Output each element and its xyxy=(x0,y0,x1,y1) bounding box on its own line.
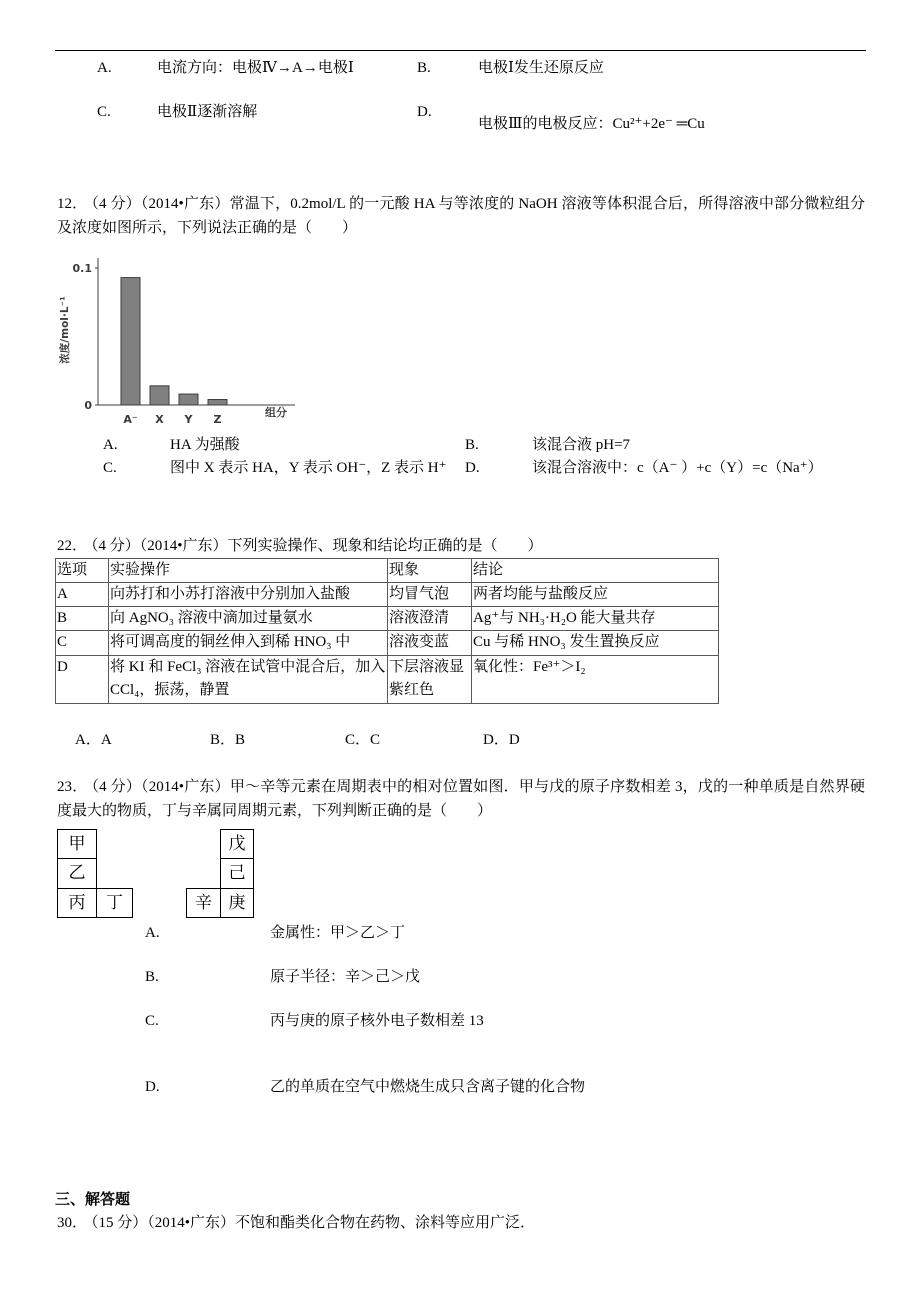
element-cell-jia: 甲 xyxy=(57,829,97,859)
option-a-text: 电流方向：电极Ⅳ→A→电极Ⅰ xyxy=(157,60,354,76)
chart-marks xyxy=(73,262,228,426)
table-cell-operation: 向苏打和小苏打溶液中分别加入盐酸 xyxy=(109,583,388,607)
answer-b xyxy=(210,730,245,750)
option-d-label: D. xyxy=(417,104,432,120)
question-score: （4 分） xyxy=(91,196,141,212)
header-cell-operation: 实验操作 xyxy=(109,559,388,583)
option-c-label: C. xyxy=(97,104,111,120)
x-axis-label: 组分 xyxy=(265,406,287,419)
bar-x xyxy=(150,386,169,405)
option-d-text: 该混合溶液中：c（A⁻ ）+c（Y）=c（Na⁺） xyxy=(532,460,823,476)
question-score: （4 分） xyxy=(91,779,142,795)
element-cell-bing: 丙 xyxy=(57,888,97,918)
question-source: （2014•广东） xyxy=(147,1215,236,1231)
question-source: （2014•广东） xyxy=(141,779,230,795)
option-b-text: 原子半径：辛＞己＞戊 xyxy=(270,969,421,985)
question-stem xyxy=(57,192,865,240)
answer-text: C xyxy=(370,732,381,748)
header-cell-option: 选项 xyxy=(56,559,109,583)
question-score: （15 分） xyxy=(91,1215,148,1231)
option-a-label: A. xyxy=(97,60,112,76)
bar-y xyxy=(179,394,198,405)
answer-c xyxy=(345,730,380,750)
table-cell-conclusion: Ag⁺与 NH₃·H₂O 能大量共存 xyxy=(472,607,719,631)
table-row xyxy=(56,583,719,607)
table-cell-operation: 向 AgNO₃ 溶液中滴加过量氨水 xyxy=(109,607,388,631)
question-source: （2014•广东） xyxy=(140,196,230,212)
table-cell-option: C xyxy=(56,631,109,656)
y-tick-label: 0 xyxy=(84,399,92,412)
table-cell-option: A xyxy=(56,583,109,607)
table-cell-operation: 将 KI 和 FeCl₃ 溶液在试管中混合后，加入 CCl₄，振荡，静置 xyxy=(109,656,388,704)
question-stem xyxy=(57,1211,865,1235)
table-cell-phenomenon: 溶液变蓝 xyxy=(388,631,472,656)
table-cell-operation: 将可调高度的铜丝伸入到稀 HNO₃ 中 xyxy=(109,631,388,656)
bar-z xyxy=(208,400,227,405)
answer-text: D xyxy=(508,732,520,748)
answer-label: A． xyxy=(75,732,101,748)
answer-label: B． xyxy=(210,732,236,748)
question-number: 22． xyxy=(57,538,88,554)
table-header-row xyxy=(56,559,719,583)
answer-d xyxy=(483,730,520,750)
element-cell-wu: 戊 xyxy=(220,829,254,859)
option-b-label: B. xyxy=(417,60,431,76)
answer-label: D． xyxy=(483,732,509,748)
experiment-table xyxy=(55,558,719,704)
table-row xyxy=(56,631,719,656)
element-cell-ding: 丁 xyxy=(96,888,133,918)
option-a-label: A. xyxy=(103,437,118,453)
option-d-label: D. xyxy=(465,460,480,476)
option-c-label: C. xyxy=(103,460,117,476)
table-cell-phenomenon: 下层溶液显紫红色 xyxy=(388,656,472,704)
question-text: 下列实验操作、现象和结论均正确的是（ ） xyxy=(227,538,543,554)
category-label-z: Z xyxy=(213,413,222,426)
question-text: 常温下，0.2mol/L 的一元酸 HA 与等浓度的 NaOH 溶液等体积混合后，所得溶液中部分微粒组分及浓度如图所示，下列说法正确的是（ ） xyxy=(57,196,865,236)
element-cell-geng: 庚 xyxy=(220,888,254,918)
table-cell-conclusion: 两者均能与盐酸反应 xyxy=(472,583,719,607)
question-stem xyxy=(57,775,865,823)
header-cell-phenomenon: 现象 xyxy=(388,559,472,583)
header-rule xyxy=(55,50,866,51)
table-row xyxy=(56,607,719,631)
question-text: 不饱和酯类化合物在药物、涂料等应用广泛． xyxy=(235,1215,536,1231)
option-c-text: 图中 X 表示 HA，Y 表示 OH⁻，Z 表示 H⁺ xyxy=(170,460,447,476)
question-text: 甲～辛等元素在周期表中的相对位置如图．甲与戊的原子序数相差 3，戊的一种单质是自然界硬度最大的物质，丁与辛属同周期元素，下列判断正确的是（ ） xyxy=(57,779,865,819)
option-b-label: B. xyxy=(465,437,479,453)
option-c-text: 电极Ⅱ逐渐溶解 xyxy=(157,104,258,120)
section-heading: 三、解答题 xyxy=(55,1192,131,1208)
question-stem xyxy=(57,534,865,558)
table-cell-option: D xyxy=(56,656,109,704)
question-source: （2014•广东） xyxy=(139,538,228,554)
answer-label: C． xyxy=(345,732,371,748)
answer-text: A xyxy=(100,732,112,748)
option-d-label: D. xyxy=(145,1079,160,1095)
option-a-text: 金属性：甲＞乙＞丁 xyxy=(270,925,406,941)
category-label-a: A⁻ xyxy=(123,413,138,426)
table-cell-phenomenon: 溶液澄清 xyxy=(388,607,472,631)
question-number: 30． xyxy=(57,1215,88,1231)
option-c-text: 丙与庚的原子核外电子数相差 13 xyxy=(270,1013,484,1029)
option-b-label: B. xyxy=(145,969,159,985)
table-cell-conclusion: 氧化性：Fe³⁺＞I₂ xyxy=(472,656,719,704)
option-b-text: 该混合液 pH=7 xyxy=(532,437,631,453)
answer-text: B xyxy=(235,732,246,748)
header-cell-conclusion: 结论 xyxy=(472,559,719,583)
table-cell-conclusion: Cu 与稀 HNO₃ 发生置换反应 xyxy=(472,631,719,656)
element-cell-ji: 己 xyxy=(220,858,254,889)
option-d-text: 乙的单质在空气中燃烧生成只含离子键的化合物 xyxy=(270,1079,586,1095)
option-a-label: A. xyxy=(145,925,160,941)
question-number: 23． xyxy=(57,779,88,795)
category-label-y: Y xyxy=(184,413,193,426)
y-tick-label: 0.1 xyxy=(72,262,92,275)
concentration-bar-chart xyxy=(55,250,315,430)
element-cell-yi: 乙 xyxy=(57,858,97,889)
answer-a xyxy=(75,730,112,750)
question-number: 12． xyxy=(57,196,88,212)
option-b-text: 电极Ⅰ发生还原反应 xyxy=(478,60,604,76)
option-d-text: 电极Ⅲ的电极反应：Cu²⁺+2e⁻ ═Cu xyxy=(478,116,705,132)
option-c-label: C. xyxy=(145,1013,159,1029)
option-a-text: HA 为强酸 xyxy=(170,437,240,453)
table-cell-phenomenon: 均冒气泡 xyxy=(388,583,472,607)
y-axis-label: 浓度/mol·L⁻¹ xyxy=(59,296,71,364)
category-label-x: X xyxy=(155,413,164,426)
question-score: （4 分） xyxy=(91,538,140,554)
bar-a xyxy=(121,278,140,405)
element-cell-xin: 辛 xyxy=(186,888,221,918)
table-row xyxy=(56,656,719,704)
table-cell-option: B xyxy=(56,607,109,631)
